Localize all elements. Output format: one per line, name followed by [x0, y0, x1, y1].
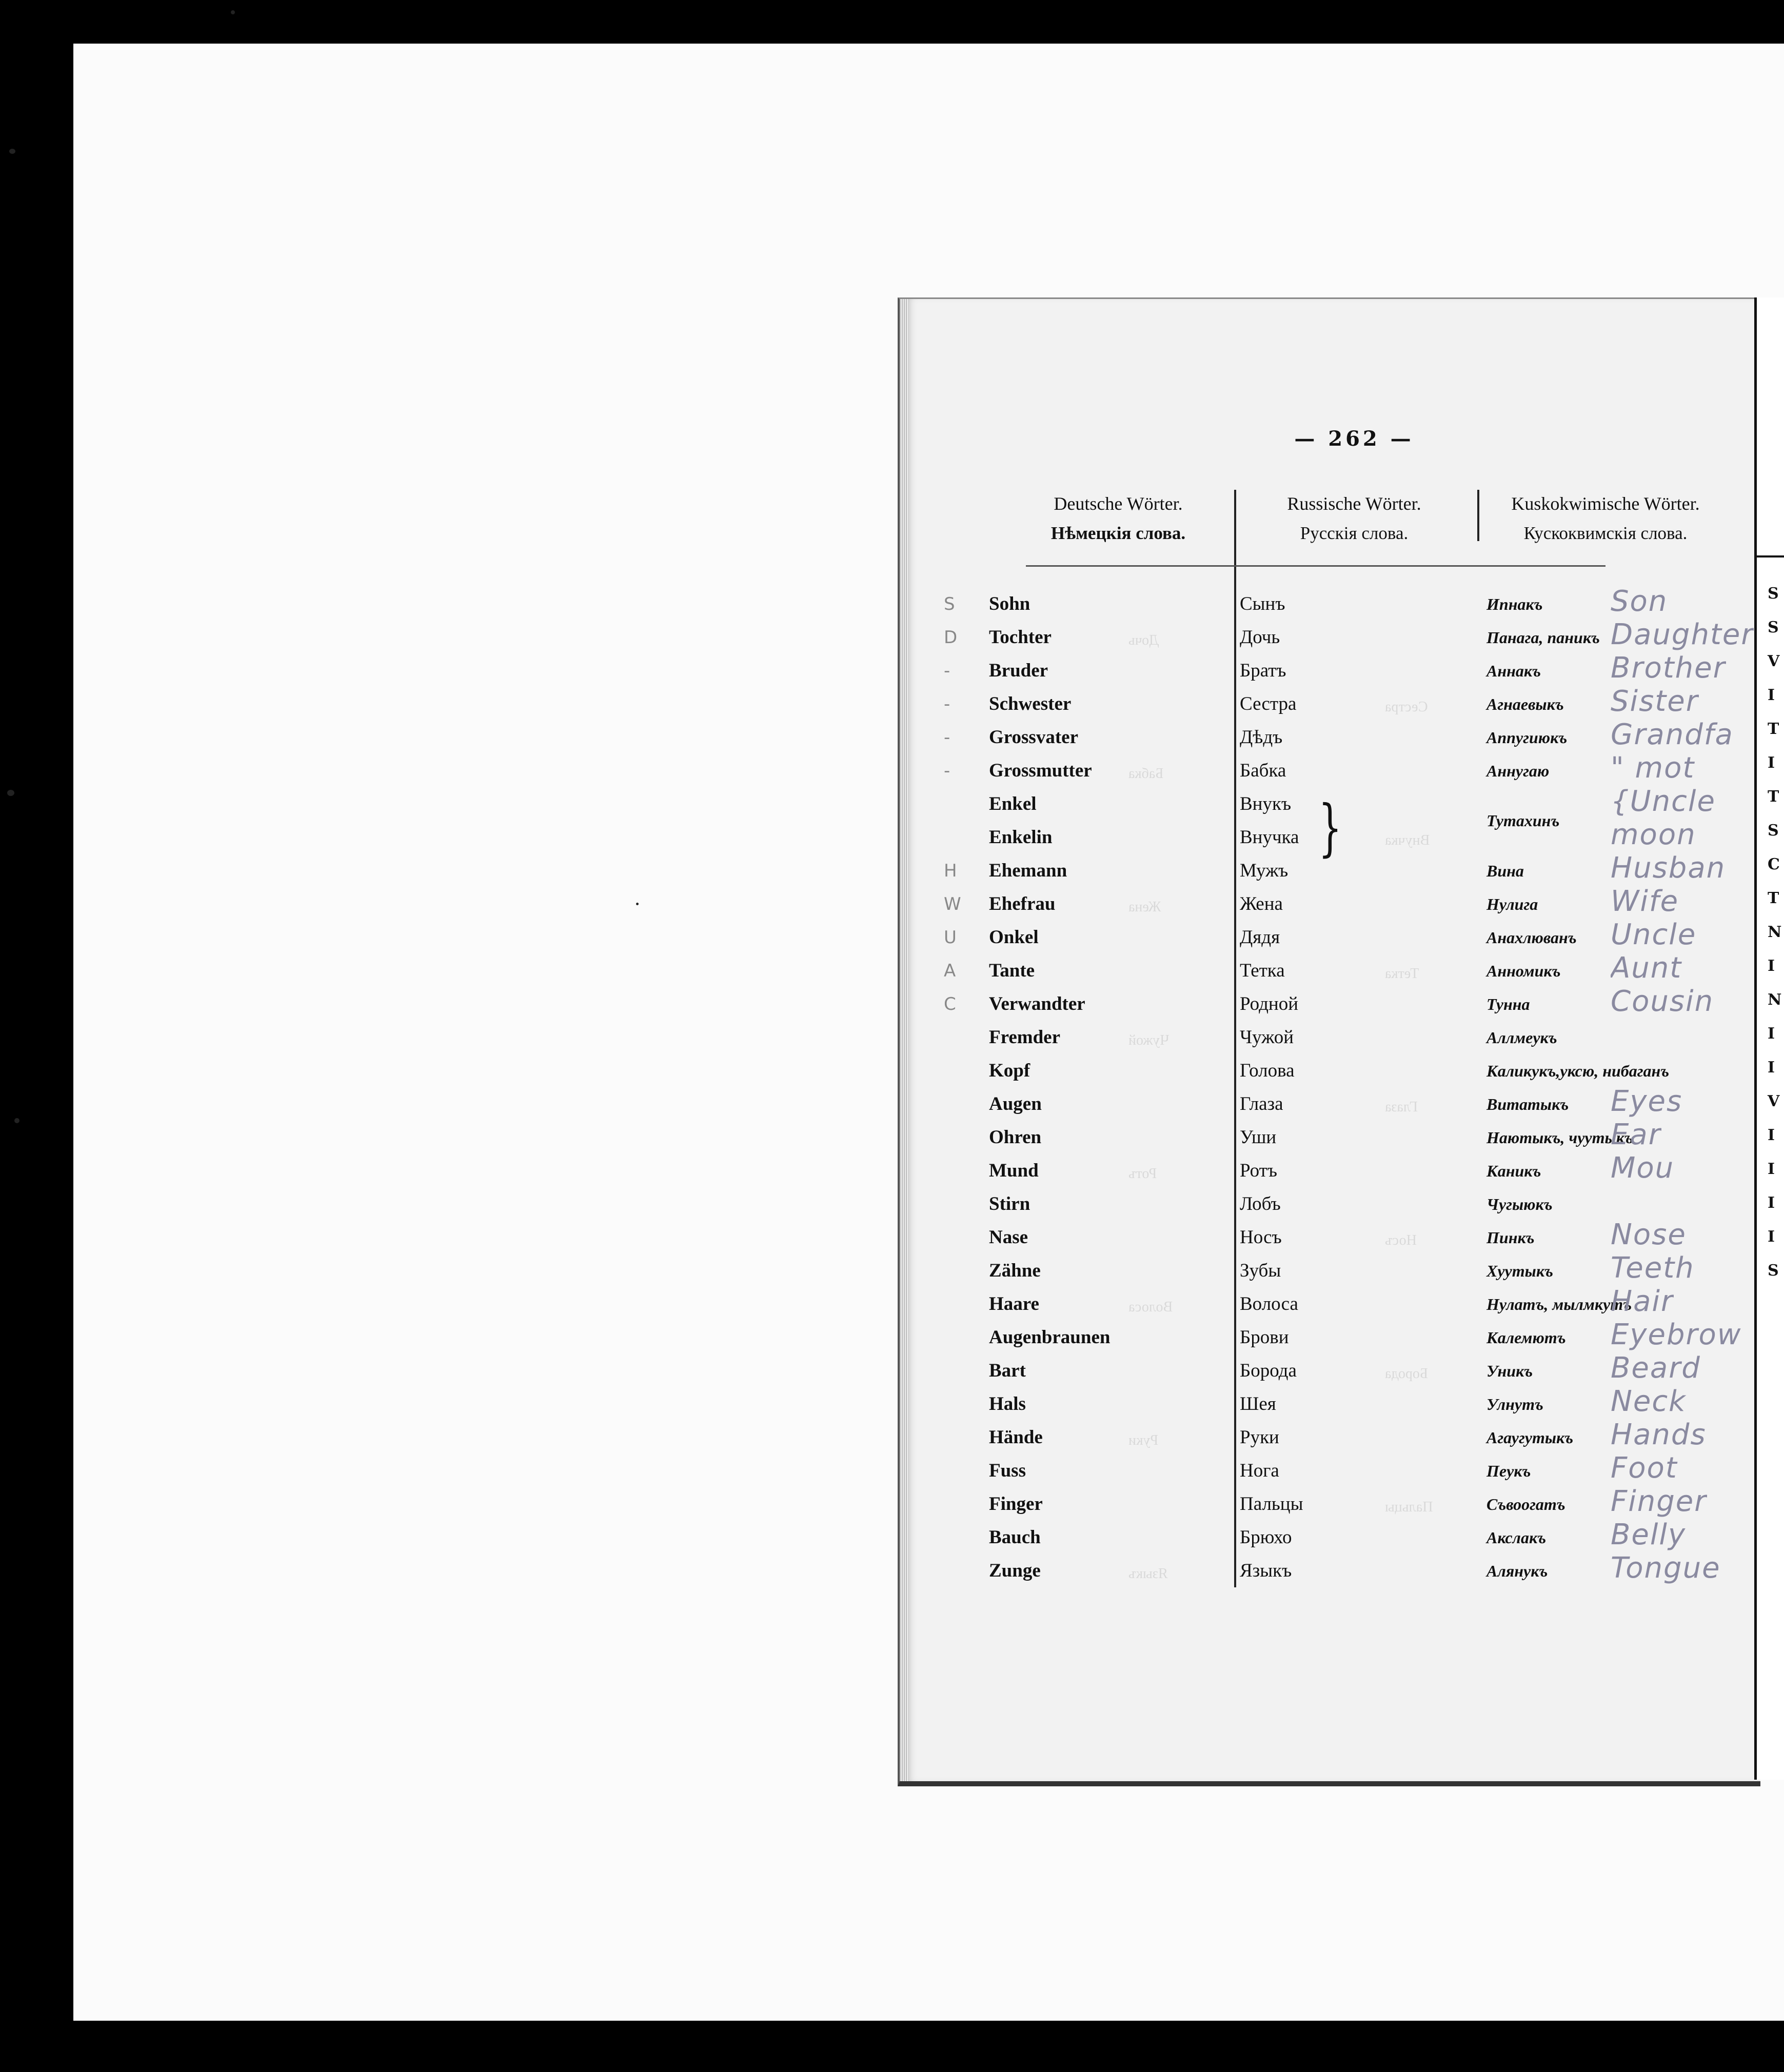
russian-word: Дочь: [1240, 627, 1280, 648]
facing-page-letter: I: [1768, 1059, 1775, 1077]
handwritten-gloss: Grandfa: [1611, 718, 1734, 751]
kuskokwim-word: Чугыюкъ: [1486, 1195, 1553, 1213]
russian-word: Ротъ: [1240, 1160, 1277, 1181]
kuskokwim-word: Калемютъ: [1486, 1328, 1566, 1347]
facing-page-letter: N: [1768, 991, 1782, 1009]
kuskokwim-word: Нулатъ, мылмкутъ: [1486, 1295, 1632, 1313]
bleed-through-word: Пальцы: [1385, 1499, 1433, 1515]
bleed-through-word: Сестра: [1385, 699, 1428, 715]
kuskokwim-word: Агаугутыкъ: [1486, 1428, 1574, 1447]
margin-mark: W: [944, 894, 961, 914]
facing-page-letter: S: [1768, 1262, 1779, 1280]
german-word: Hals: [989, 1393, 1026, 1414]
russian-word: Сестра: [1240, 693, 1297, 714]
facing-page-letter: T: [1768, 889, 1779, 907]
german-word: Tante: [989, 960, 1035, 981]
bleed-through-word: Руки: [1128, 1432, 1159, 1448]
german-word: Grossmutter: [989, 760, 1092, 781]
russian-word: Бабка: [1240, 760, 1286, 781]
german-word: Enkelin: [989, 827, 1053, 848]
german-word: Zähne: [989, 1260, 1041, 1281]
bleed-through-word: Чужой: [1128, 1032, 1169, 1048]
facing-page-letter: I: [1768, 957, 1775, 975]
facing-page-letter: S: [1768, 585, 1779, 603]
bleed-through-word: Волоса: [1128, 1299, 1173, 1315]
margin-mark: -: [944, 661, 950, 681]
facing-page-letter: S: [1768, 619, 1779, 636]
german-column-header: [1013, 489, 1223, 548]
facing-page-letter: S: [1768, 822, 1779, 840]
russian-word: Дядя: [1240, 927, 1280, 948]
kuskokwim-word: Улнутъ: [1486, 1395, 1543, 1413]
kusko-column-header: [1482, 489, 1729, 548]
kuskokwim-word: Аннакъ: [1486, 662, 1541, 680]
bleed-through-word: Внучка: [1385, 832, 1430, 848]
russian-word: Нога: [1240, 1460, 1279, 1481]
kuskokwim-word: Каликукъ,уксю, нибаганъ: [1486, 1062, 1670, 1080]
german-word: Schwester: [989, 693, 1072, 714]
scan-speck: [231, 10, 235, 14]
german-word: Finger: [989, 1493, 1043, 1515]
kuskokwim-word: Анномикъ: [1486, 962, 1561, 980]
german-word: Zunge: [989, 1560, 1041, 1581]
kuskokwim-word: Пинкъ: [1486, 1228, 1535, 1247]
scan-speck: [636, 903, 639, 905]
handwritten-gloss: Daughter: [1611, 618, 1754, 651]
header-rule: [1026, 565, 1605, 567]
russian-word: Пальцы: [1240, 1493, 1303, 1515]
facing-page-letter: I: [1768, 1194, 1775, 1212]
kuskokwim-word: Уникъ: [1486, 1362, 1533, 1380]
scan-speck: [14, 1118, 19, 1123]
curly-brace: }: [1318, 792, 1342, 864]
facing-page-letter: I: [1768, 686, 1775, 704]
bleed-through-word: Глаза: [1385, 1099, 1418, 1115]
kuskokwim-word: Пеукъ: [1486, 1462, 1531, 1480]
russian-word: Руки: [1240, 1427, 1279, 1448]
kuskokwim-word: Панага, паникъ: [1486, 628, 1600, 647]
facing-page-letter: V: [1768, 1092, 1780, 1110]
german-word: Ehefrau: [989, 893, 1056, 914]
german-column-title-ru: Нѣмецкія слова.: [1050, 523, 1186, 543]
russian-word: Борода: [1240, 1360, 1297, 1381]
russian-word: Братъ: [1240, 660, 1286, 681]
kuskokwim-word: Акслакъ: [1486, 1528, 1547, 1547]
russian-word: Внучка: [1240, 827, 1299, 848]
kuskokwim-word: Аппугиюкъ: [1486, 728, 1568, 747]
german-word: Augen: [989, 1093, 1042, 1114]
kuskokwim-word: Витатыкъ: [1486, 1095, 1569, 1113]
bleed-through-word: Ротъ: [1128, 1166, 1157, 1182]
bleed-through-word: Носъ: [1385, 1232, 1417, 1248]
handwritten-gloss: Nose: [1611, 1218, 1687, 1251]
kuskokwim-word: Аннугаю: [1486, 762, 1550, 780]
handwritten-gloss: Tongue: [1611, 1551, 1721, 1585]
german-word: Fuss: [989, 1460, 1026, 1481]
german-word: Ohren: [989, 1127, 1042, 1148]
scan-speck: [7, 790, 14, 796]
facing-page-letter: N: [1768, 923, 1782, 941]
german-word: Bruder: [989, 660, 1048, 681]
handwritten-gloss: Finger: [1611, 1485, 1708, 1518]
kuskokwim-word: Тунна: [1486, 995, 1530, 1013]
facing-page-letter: C: [1768, 855, 1780, 873]
handwritten-gloss: Aunt: [1611, 951, 1682, 985]
handwritten-gloss: Uncle: [1611, 918, 1697, 951]
german-word: Tochter: [989, 627, 1052, 648]
german-word: Augenbraunen: [989, 1327, 1111, 1348]
kuskokwim-word: Агнаевыкъ: [1486, 695, 1564, 713]
russian-column-header: [1244, 489, 1464, 548]
german-word: Bauch: [989, 1527, 1041, 1548]
russian-word: Уши: [1240, 1127, 1277, 1148]
handwritten-gloss: Ear: [1611, 1118, 1661, 1151]
margin-mark: -: [944, 761, 950, 781]
handwritten-gloss: Husban: [1611, 851, 1726, 885]
kuskokwim-word: Нулига: [1486, 895, 1538, 913]
handwritten-gloss: Brother: [1611, 651, 1726, 685]
handwritten-gloss: {Uncle: [1611, 785, 1716, 818]
russian-word: Сынъ: [1240, 593, 1285, 614]
bleed-through-word: Языкъ: [1128, 1566, 1168, 1582]
bleed-through-word: Жена: [1128, 899, 1161, 915]
russian-word: Волоса: [1240, 1293, 1298, 1314]
handwritten-gloss: Belly: [1611, 1518, 1687, 1551]
kuskokwim-word: Съвоогатъ: [1486, 1495, 1565, 1513]
german-word: Stirn: [989, 1193, 1030, 1214]
kuskokwim-word: Каникъ: [1486, 1162, 1541, 1180]
bleed-through-word: Тетка: [1385, 966, 1419, 982]
bleed-through-word: Борода: [1385, 1366, 1428, 1382]
german-word: Onkel: [989, 927, 1039, 948]
handwritten-gloss: Mou: [1611, 1151, 1675, 1185]
handwritten-gloss: Eyes: [1611, 1085, 1683, 1118]
russian-column-title-ru: Русскія слова.: [1300, 523, 1409, 543]
margin-mark: U: [944, 927, 957, 948]
facing-page-letter: T: [1768, 788, 1779, 806]
german-word: Kopf: [989, 1060, 1030, 1081]
russian-word: Жена: [1240, 893, 1283, 914]
handwritten-gloss: Beard: [1611, 1351, 1701, 1385]
handwritten-gloss: Teeth: [1611, 1251, 1695, 1285]
russian-word: Носъ: [1240, 1227, 1282, 1248]
facing-page-letter: I: [1768, 1228, 1775, 1246]
facing-page-letter: I: [1768, 754, 1775, 772]
handwritten-gloss: Wife: [1611, 885, 1679, 918]
german-word: Ehemann: [989, 860, 1067, 881]
facing-page-letter: T: [1768, 720, 1779, 738]
page-number: — 262 —: [1294, 427, 1414, 451]
german-word: Verwandter: [989, 993, 1085, 1014]
facing-page-letter: V: [1768, 652, 1780, 670]
russian-word: Внукъ: [1240, 793, 1292, 814]
column-divider: [1234, 490, 1236, 1587]
russian-word: Тетка: [1240, 960, 1285, 981]
russian-word: Брюхо: [1240, 1527, 1292, 1548]
kusko-column-title-ru: Кускоквимскія слова.: [1523, 523, 1688, 543]
margin-mark: -: [944, 727, 950, 748]
russian-word: Зубы: [1240, 1260, 1281, 1281]
bleed-through-word: Дочь: [1128, 632, 1159, 648]
handwritten-gloss: " mot: [1611, 751, 1695, 785]
kusko-column-title: Kuskokwimische Wörter.: [1511, 493, 1700, 514]
kuskokwim-word: Ипнакъ: [1486, 595, 1543, 613]
russian-word: Языкъ: [1240, 1560, 1292, 1581]
kuskokwim-word: Аллмеукъ: [1486, 1028, 1557, 1047]
margin-mark: A: [944, 961, 956, 981]
handwritten-gloss: Hair: [1611, 1285, 1674, 1318]
russian-word: Дѣдъ: [1240, 727, 1283, 748]
bleed-through-word: Бабка: [1128, 766, 1164, 782]
russian-word: Глаза: [1240, 1093, 1283, 1114]
russian-word: Голова: [1240, 1060, 1295, 1081]
margin-mark: D: [944, 627, 958, 648]
handwritten-gloss: Cousin: [1611, 985, 1714, 1018]
margin-mark: H: [944, 861, 957, 881]
russian-column-title: Russische Wörter.: [1287, 493, 1421, 514]
facing-page-letter: I: [1768, 1126, 1775, 1144]
german-word: Mund: [989, 1160, 1039, 1181]
margin-mark: S: [944, 594, 955, 614]
handwritten-gloss: Eyebrow: [1611, 1318, 1742, 1351]
kuskokwim-word: Алянукъ: [1486, 1562, 1548, 1580]
kuskokwim-word: Хуутыкъ: [1486, 1262, 1553, 1280]
column-divider: [1477, 490, 1479, 541]
handwritten-gloss: Neck: [1611, 1385, 1687, 1418]
page-edge: [900, 299, 908, 1781]
handwritten-gloss: Hands: [1611, 1418, 1707, 1451]
kuskokwim-word: Анахлюванъ: [1486, 928, 1577, 947]
handwritten-gloss: Sister: [1611, 685, 1699, 718]
handwritten-gloss: moon: [1611, 818, 1696, 851]
german-word: Haare: [989, 1293, 1039, 1314]
german-word: Sohn: [989, 593, 1030, 614]
kuskokwim-word: Вина: [1486, 862, 1524, 880]
german-word: Bart: [989, 1360, 1026, 1381]
russian-word: Брови: [1240, 1327, 1289, 1348]
facing-page-letter: I: [1768, 1025, 1775, 1043]
german-word: Fremder: [989, 1027, 1061, 1048]
russian-word: Мужъ: [1240, 860, 1289, 881]
kuskokwim-word: Наютыкъ, чуутыкъ: [1486, 1128, 1633, 1147]
german-word: Hände: [989, 1427, 1043, 1448]
german-column-title: Deutsche Wörter.: [1054, 493, 1183, 514]
russian-word: Родной: [1240, 993, 1299, 1014]
russian-word: Лобъ: [1240, 1193, 1281, 1214]
russian-word: Чужой: [1240, 1027, 1294, 1048]
margin-mark: C: [944, 994, 956, 1014]
german-word: Grossvater: [989, 727, 1078, 748]
handwritten-gloss: Foot: [1611, 1451, 1678, 1485]
russian-word: Шея: [1240, 1393, 1276, 1414]
german-word: Nase: [989, 1227, 1028, 1248]
scan-speck: [9, 149, 15, 154]
german-word: Enkel: [989, 793, 1037, 814]
facing-page-rule: [1754, 555, 1784, 557]
margin-mark: -: [944, 694, 950, 714]
handwritten-gloss: Son: [1611, 585, 1668, 618]
kuskokwim-word: Тутахинъ: [1486, 811, 1560, 830]
facing-page-letter: I: [1768, 1160, 1775, 1178]
